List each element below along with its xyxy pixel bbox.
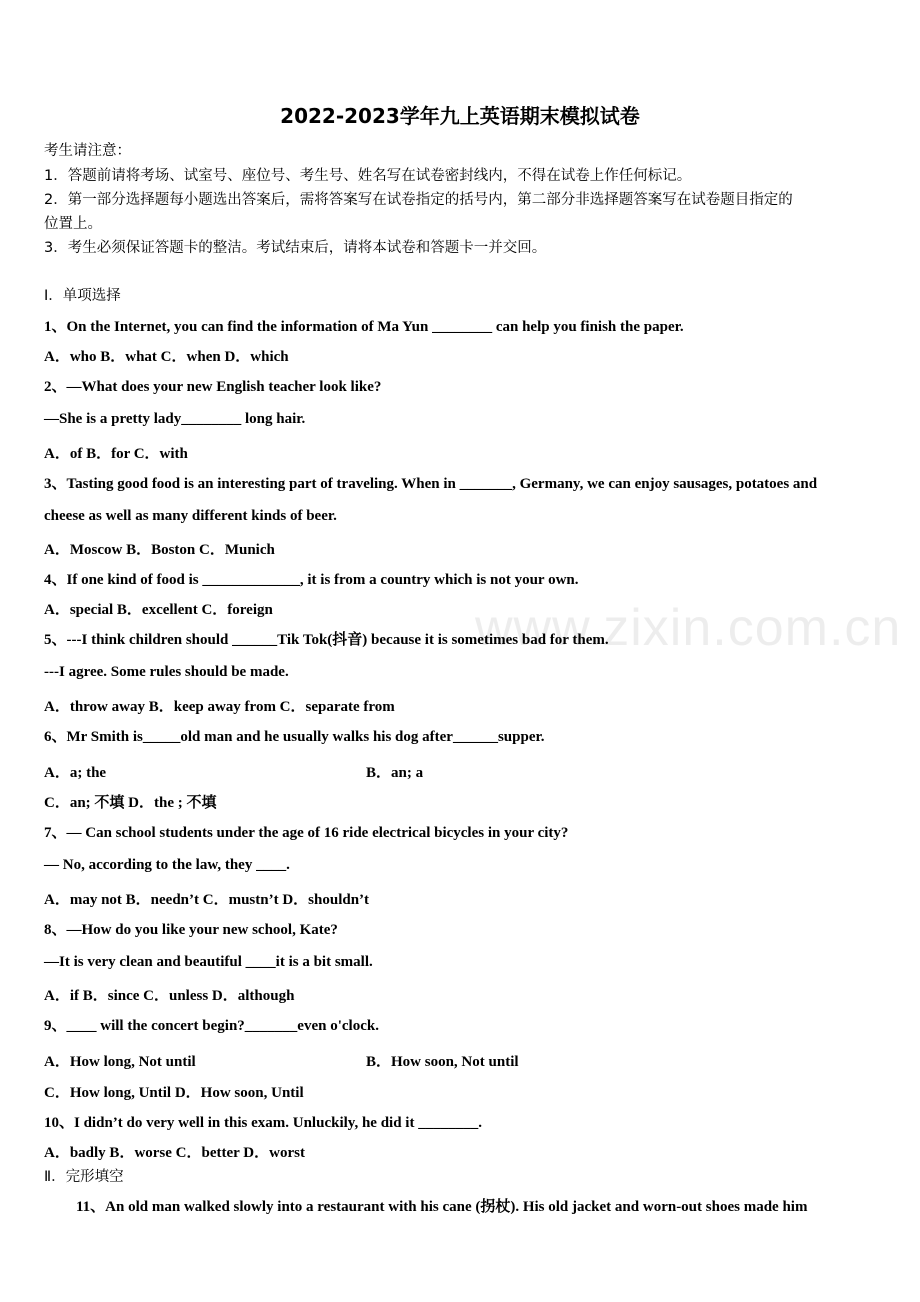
question-text: —It is very clean and beautiful ____it is a bit small.	[44, 954, 373, 970]
question-options: C．an; 不填 D．the ; 不填	[44, 795, 217, 811]
question-text: 1、On the Internet, you can find the information of Ma Yun ________ can help you finish the paper.	[44, 319, 684, 335]
notice-item: 1．答题前请将考场、试室号、座位号、考生号、姓名写在试卷密封线内，不得在试卷上作任何标记。	[44, 168, 692, 184]
watermark: www.zixin.com.cn	[475, 599, 902, 657]
question-text: 6、Mr Smith is_____old man and he usually walks his dog after______supper.	[44, 729, 545, 745]
question-options: A．may not B．needn’t C．mustn’t D．shouldn’t	[44, 892, 370, 908]
notice-heading: 考生请注意：	[44, 143, 131, 159]
question-text: 7、— Can school students under the age of 16 ride electrical bicycles in your city?	[44, 825, 569, 841]
question-options: A．special B．excellent C．foreign	[44, 602, 273, 618]
question-text: 11、An old man walked slowly into a restaurant with his cane (拐杖). His old jacket and worn-out shoes made him	[76, 1199, 808, 1215]
question-options: A．of B．for C．with	[44, 446, 188, 462]
question-options: A．if B．since C．unless D．although	[44, 988, 295, 1004]
question-text: ---I agree. Some rules should be made.	[44, 664, 289, 680]
question-text: cheese as well as many different kinds of beer.	[44, 508, 337, 524]
question-text: 3、Tasting good food is an interesting part of traveling. When in _______, Germany, we can enjoy sausages, potatoes and	[44, 476, 818, 492]
question-text: —She is a pretty lady________ long hair.	[44, 411, 306, 427]
question-options: A．throw away B．keep away from C．separate from	[44, 699, 395, 715]
question-options: A．who B．what C．when D．which	[44, 349, 289, 365]
question-text: 9、____ will the concert begin?_______even o'clock.	[44, 1018, 379, 1034]
page-title: 2022-2023学年九上英语期末模拟试卷	[280, 104, 640, 128]
question-text: 4、If one kind of food is _____________, it is from a country which is not your own.	[44, 572, 579, 588]
notice-item: 位置上。	[44, 216, 102, 232]
question-text: — No, according to the law, they ____.	[44, 857, 290, 873]
question-option-b: B．an; a	[366, 765, 424, 781]
notice-item: 2．第一部分选择题每小题选出答案后，需将答案写在试卷指定的括号内，第二部分非选择题答案写在试卷题目指定的	[44, 192, 793, 208]
section-heading: Ⅱ．完形填空	[44, 1169, 124, 1185]
question-text: 5、---I think children should ______Tik Tok(抖音) because it is sometimes bad for them.	[44, 632, 609, 648]
question-text: 10、I didn’t do very well in this exam. Unluckily, he did it ________.	[44, 1115, 482, 1131]
section-heading: Ⅰ．单项选择	[44, 288, 121, 304]
question-text: 2、—What does your new English teacher look like?	[44, 379, 382, 395]
question-option-a: A．a; the	[44, 765, 107, 781]
question-options: A．Moscow B．Boston C．Munich	[44, 542, 275, 558]
question-options: C．How long, Until D．How soon, Until	[44, 1085, 304, 1101]
question-option-b: B．How soon, Not until	[366, 1054, 519, 1070]
question-options: A．badly B．worse C．better D．worst	[44, 1145, 305, 1161]
question-option-a: A．How long, Not until	[44, 1054, 196, 1070]
notice-item: 3．考生必须保证答题卡的整洁。考试结束后，请将本试卷和答题卡一并交回。	[44, 240, 547, 256]
question-text: 8、—How do you like your new school, Kate?	[44, 922, 338, 938]
